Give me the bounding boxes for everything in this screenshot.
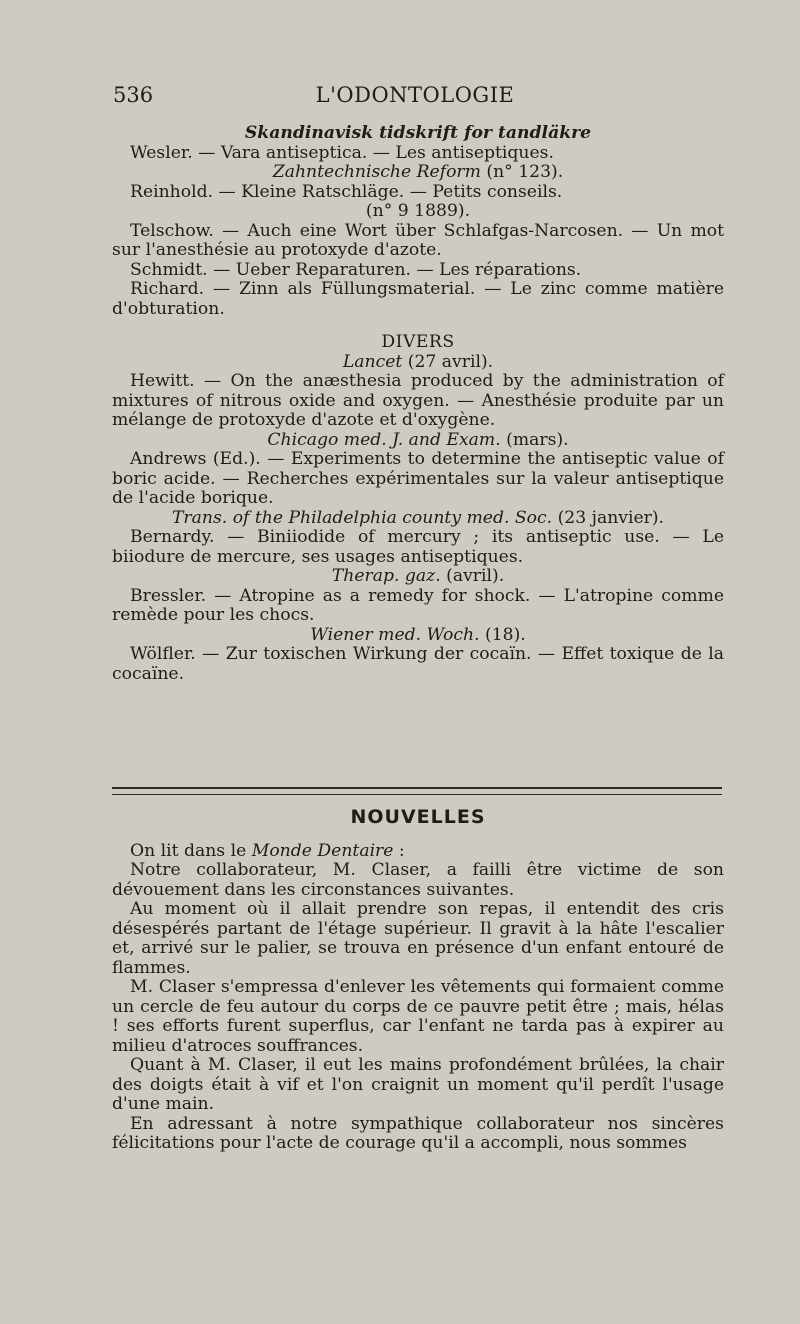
journal-source-issue: (18). [479, 624, 526, 645]
article-entry: Reinhold. — Kleine Ratschläge. — Petits conseils. [130, 181, 563, 202]
news-intro [112, 842, 724, 862]
news-section [112, 808, 724, 1154]
article-entry: Bernardy. — Biniiodide of mercury ; its antiseptic use. — Le biiodure de mercure, ses usages antiseptiques. [112, 527, 724, 567]
journal-source-title: Trans. of the Philadelphia county med. Soc. [171, 507, 553, 528]
journal-source-title: Zahntechnische Reform [272, 162, 481, 182]
article-entry: Telschow. — Auch eine Wort über Schlafgas-Narcosen. — Un mot sur l'anesthésie au protoxyde d'azote. [112, 220, 724, 260]
news-paragraph: Quant à M. Claser, il eut les mains profondément brûlées, la chair des doigts était à vif et l'on craignit un moment qu'il perdît l'usage d'une main. [112, 1055, 724, 1114]
journal-source [112, 626, 724, 646]
journal-source-issue: (mars). [500, 429, 569, 450]
journal-source [112, 353, 724, 373]
news-intro-source: Monde Dentaire [251, 840, 394, 861]
section-divider [112, 785, 722, 799]
journal-source [112, 124, 724, 144]
article-entry: Andrews (Ed.). — Experiments to determine the antiseptic value of boric acide. — Recherches expérimentales sur la valeur antiseptique de l'acide borique. [112, 449, 724, 508]
journal-source [112, 202, 724, 222]
journal-source-title: Skandinavisk tidskrift for tandläkre [244, 123, 592, 143]
journal-source-issue: (27 avril). [402, 351, 494, 372]
divider-thick-line [112, 787, 722, 789]
article-entry: Bressler. — Atropine as a remedy for shock. — L'atropine comme remède pour les chocs. [112, 585, 724, 625]
journal-source [112, 431, 724, 451]
news-paragraph: Au moment où il allait prendre son repas, il entendit des cris désespérés partant de l'étage supérieur. Il gravit à la hâte l'escalier et, arrivé sur le palier, se trouva en présence d'un enfant entouré de flammes. [112, 899, 724, 978]
journal-source-issue: (n° 123). [480, 162, 564, 182]
divider-thin-line [112, 794, 722, 795]
article-entry: Richard. — Zinn als Füllungsmaterial. — Le zinc comme matière d'obturation. [112, 279, 724, 319]
article-entry: Schmidt. — Ueber Reparaturen. — Les réparations. [130, 259, 582, 280]
article-entry: Wölfler. — Zur toxischen Wirkung der cocaïn. — Effet toxique de la cocaïne. [112, 644, 724, 684]
journal-source [112, 509, 724, 529]
article-entry: Wesler. — Vara antiseptica. — Les antiseptiques. [130, 142, 554, 163]
bibliography-list [112, 124, 724, 684]
journal-source-title: Lancet [342, 351, 403, 372]
journal-source-issue: (avril). [440, 566, 505, 586]
page-number: 536 [113, 83, 154, 107]
news-paragraph: En adressant à notre sympathique collaborateur nos sincères félicitations pour l'acte de courage qu'il a accompli, nous sommes [112, 1113, 724, 1153]
running-title: L'ODONTOLOGIE [315, 83, 515, 107]
section-heading: DIVERS [381, 332, 455, 352]
journal-source-issue: (n° 9 1889). [365, 201, 471, 221]
journal-source-title: Therap. gaz. [331, 566, 441, 586]
news-intro-prefix: On lit dans le [130, 840, 252, 861]
news-paragraph: M. Claser s'empressa d'enlever les vêtements qui formaient comme un cercle de feu autour du corps de ce pauvre petit être ; mais, hélas ! ses efforts furent superflus, car l'enfant ne tarda pas à expirer au milieu d'atroces souffrances. [112, 977, 724, 1056]
news-intro-suffix: : [393, 840, 405, 861]
journal-source-title: Chicago med. J. and Exam. [267, 429, 501, 450]
journal-source-issue: (23 janvier). [552, 507, 665, 528]
news-title: NOUVELLES [350, 806, 486, 828]
journal-source [112, 567, 724, 587]
article-entry: Hewitt. — On the anæsthesia produced by the administration of mixtures of nitrous oxide and oxygen. — Anesthésie produite par un mélange de protoxyde d'azote et d'oxygène. [112, 371, 724, 430]
journal-source-title: Wiener med. Woch. [310, 624, 480, 645]
journal-source [112, 163, 724, 183]
news-paragraph: Notre collaborateur, M. Claser, a failli être victime de son dévouement dans les circonstances suivantes. [112, 860, 724, 900]
